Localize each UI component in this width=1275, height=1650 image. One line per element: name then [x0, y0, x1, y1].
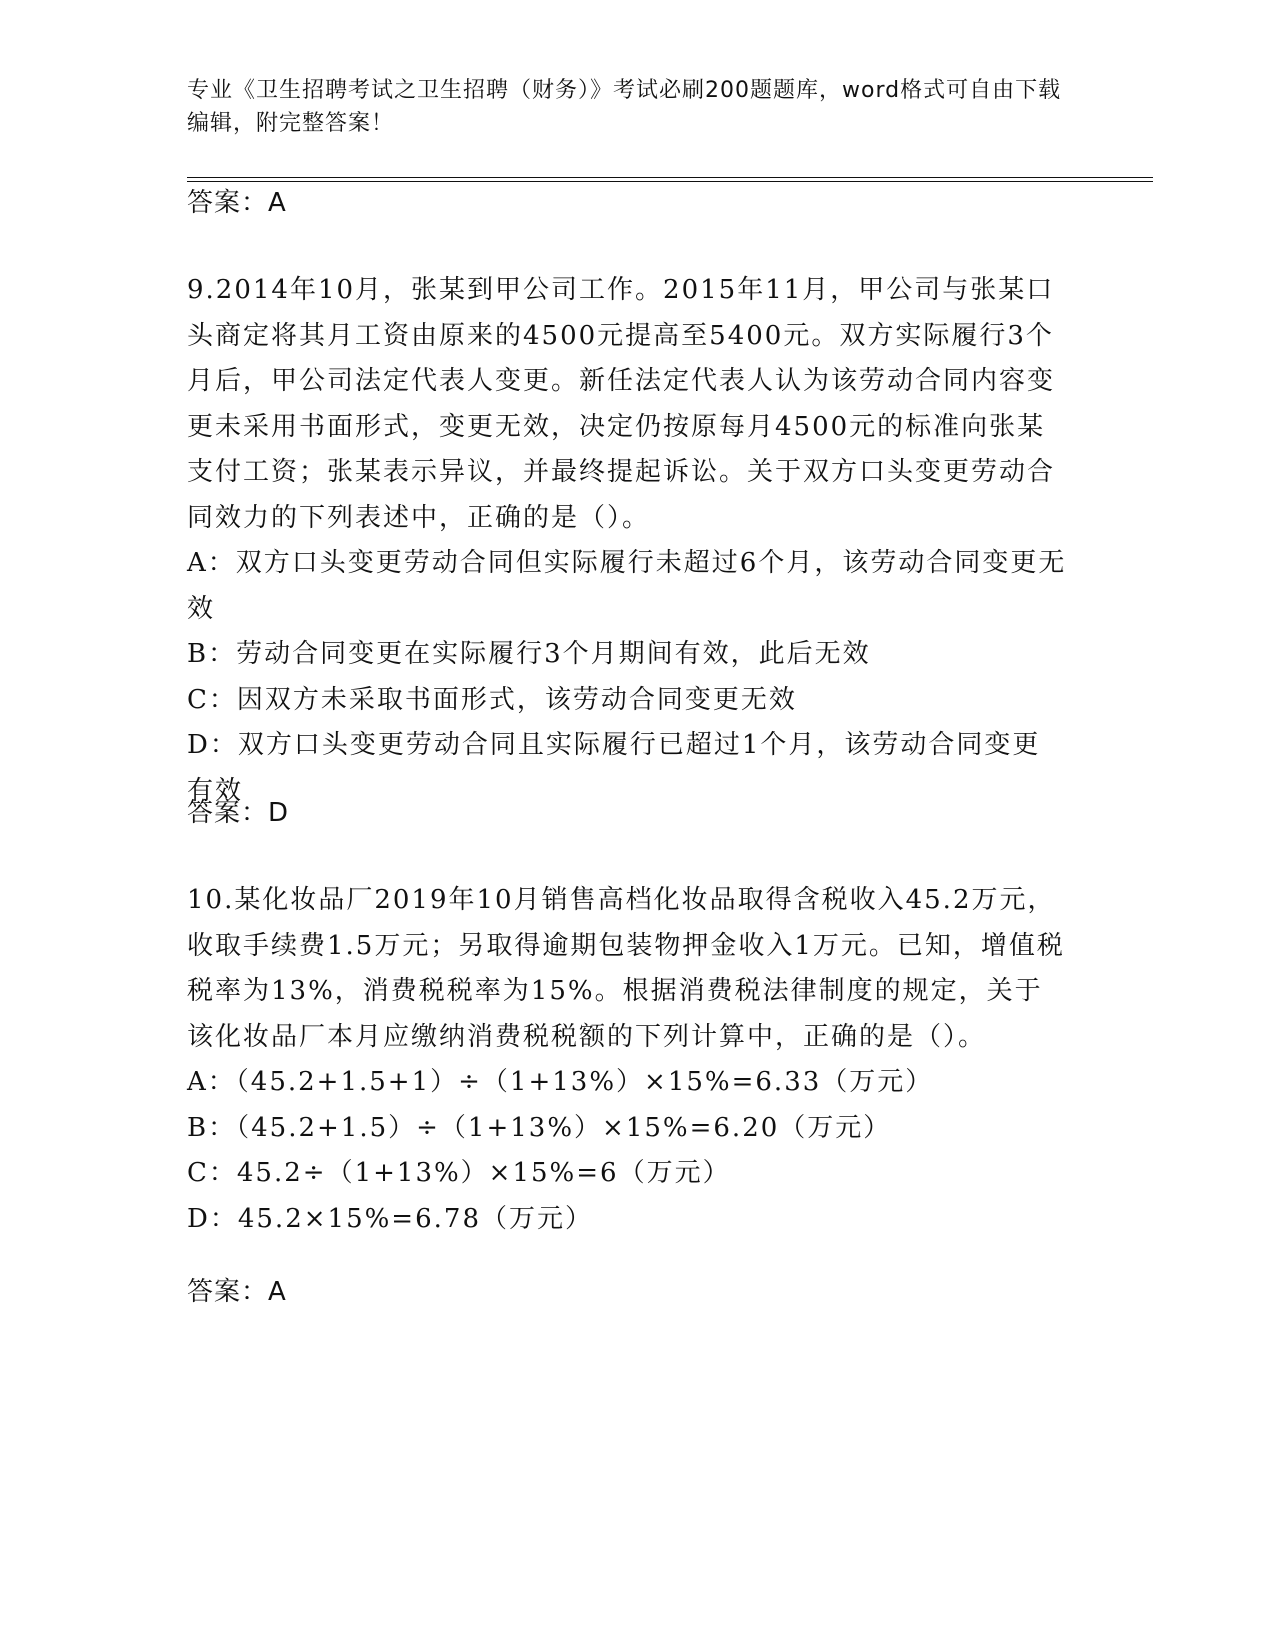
- question-10: [187, 878, 1067, 1242]
- question-9-stem: 9.2014年10月，张某到甲公司工作。2015年11月，甲公司与张某口头商定将其月工资由原来的4500元提高至5400元。双方实际履行3个月后，甲公司法定代表人变更。新任法定代表人认为该劳动合同内容变更未采用书面形式，变更无效，决定仍按原每月4500元的标准向张某支付工资；张某表示异议，并最终提起诉讼。关于双方口头变更劳动合同效力的下列表述中，正确的是（）。: [187, 275, 1056, 533]
- question-10-stem: 10.某化妆品厂2019年10月销售高档化妆品取得含税收入45.2万元，收取手续费1.5万元；另取得逾期包装物押金收入1万元。已知，增值税税率为13%，消费税税率为15%。根据消费税法律制度的规定，关于该化妆品厂本月应缴纳消费税税额的下列计算中，正确的是（）。: [187, 885, 1065, 1052]
- question-9-option-a: A：双方口头变更劳动合同但实际履行未超过6个月，该劳动合同变更无效: [187, 548, 1067, 624]
- question-9-option-d: D：双方口头变更劳动合同且实际履行已超过1个月，该劳动合同变更有效: [187, 730, 1041, 806]
- question-10-answer: 答案：A: [187, 1277, 287, 1307]
- question-10-option-d: D：45.2×15%=6.78（万元）: [187, 1203, 593, 1234]
- question-9-option-b: B：劳动合同变更在实际履行3个月期间有效，此后无效: [187, 639, 871, 669]
- question-10-option-a: A：（45.2+1.5+1）÷（1+13%）×15%=6.33（万元）: [187, 1067, 934, 1097]
- question-10-option-b: B：（45.2+1.5）÷（1+13%）×15%=6.20（万元）: [187, 1112, 892, 1143]
- header-divider-bottom: [187, 181, 1153, 182]
- answer-previous: 答案：A: [187, 188, 287, 218]
- question-10-option-c: C：45.2÷（1+13%）×15%=6（万元）: [187, 1158, 731, 1188]
- question-9-option-c: C：因双方未采取书面形式，该劳动合同变更无效: [187, 684, 797, 715]
- header-divider-top: [187, 177, 1153, 178]
- document-header: 专业《卫生招聘考试之卫生招聘（财务）》考试必刷200题题库，word格式可自由下载编辑，附完整答案！: [187, 78, 1062, 136]
- question-9-answer: 答案：D: [187, 798, 290, 828]
- question-9: [187, 268, 1067, 814]
